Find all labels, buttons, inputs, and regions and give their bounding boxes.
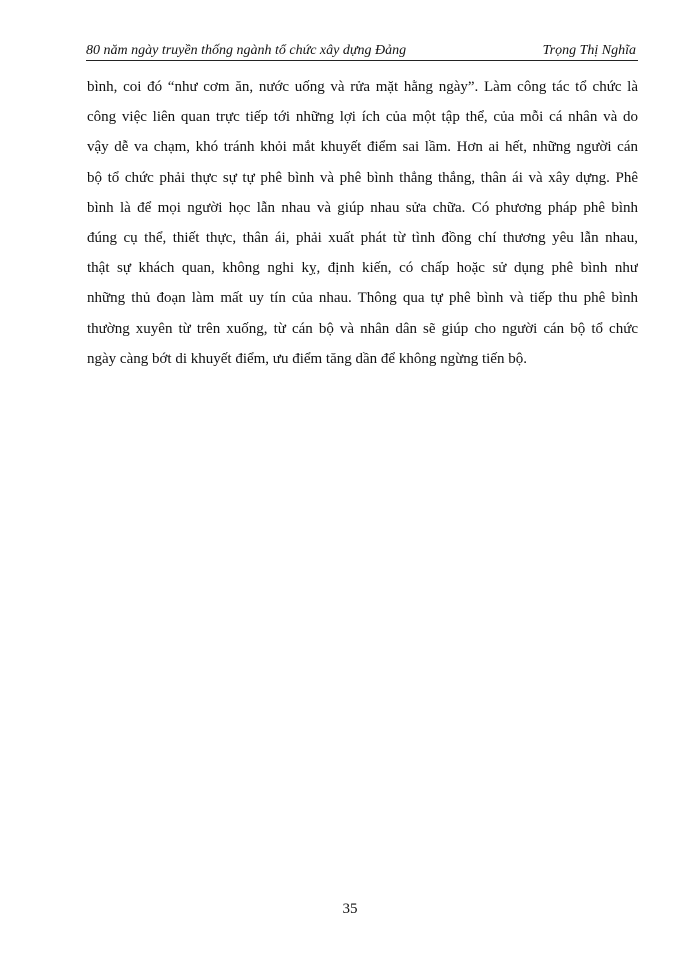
text-line: thường xuyên từ trên xuống, từ cán bộ và nhân dân sẽ giúp cho người cán bộ tổ chức [87, 320, 638, 337]
text-line: bộ tổ chức phải thực sự tự phê bình và phê bình thẳng thắng, thân ái và xây dựng. Phê [87, 169, 638, 186]
text-line: bình, coi đó “như cơm ăn, nước uống và rửa mặt hằng ngày”. Làm công tác tổ chức là [87, 79, 638, 95]
header-title: 80 năm ngày truyền thống ngành tổ chức xây dựng Đảng [86, 43, 407, 58]
text-line: đúng cụ thể, thiết thực, thân ái, phải xuất phát từ tình đồng chí thương yêu lẫn nhau, [87, 229, 638, 246]
text-line: công việc liên quan trực tiếp tới những lợi ích của một tập thể, của mỗi cá nhân và do [87, 109, 638, 126]
running-header [86, 40, 638, 61]
text-line: thật sự khách quan, không nghi kỵ, định kiến, có chấp hoặc sử dụng phê bình như [87, 260, 638, 277]
body-paragraph [87, 72, 638, 374]
page-number: 35 [342, 901, 358, 917]
text-line: ngày càng bớt di khuyết điểm, ưu điểm tăng dần để không ngừng tiến bộ. [87, 350, 527, 367]
header-author: Trọng Thị Nghĩa [542, 43, 636, 58]
text-line: vậy dễ va chạm, khó tránh khỏi mắt khuyết điểm sai lầm. Hơn ai hết, những người cán [87, 139, 638, 156]
text-line: bình là để mọi người học lẫn nhau và giúp nhau sửa chữa. Có phương pháp phê bình [87, 199, 638, 216]
text-line: những thủ đoạn làm mất uy tín của nhau. Thông qua tự phê bình và tiếp thu phê bình [87, 290, 638, 307]
